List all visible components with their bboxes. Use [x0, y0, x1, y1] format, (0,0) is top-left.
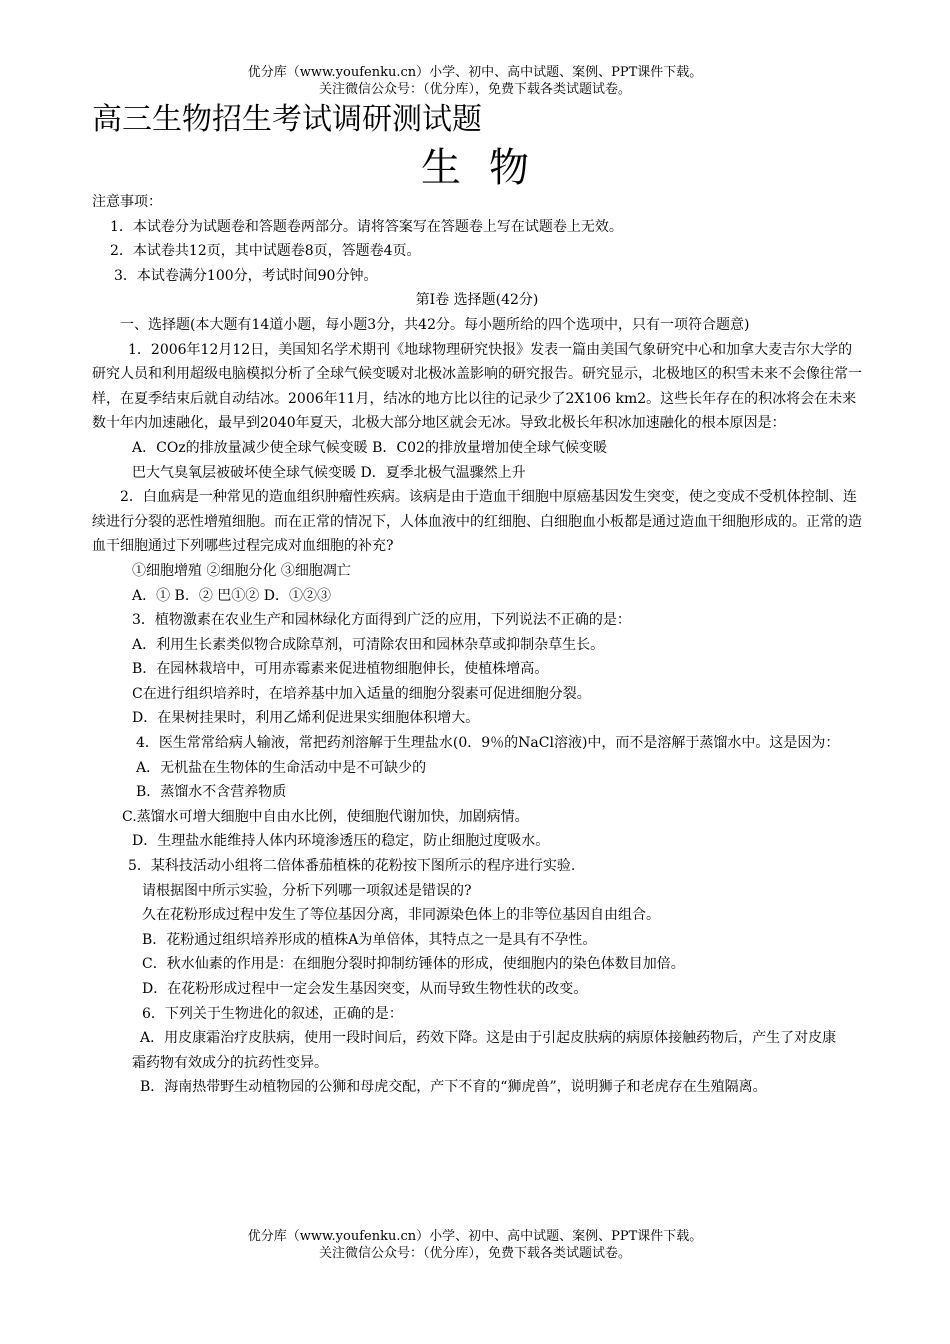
notice-heading: 注意事项： [92, 194, 162, 210]
q3-option-b: B．在园林栽培中，可用赤霉素来促进植物细胞伸长，使植株增高。 [132, 661, 549, 678]
q5-option-b: B．花粉通过组织培养形成的植株A为单倍体，其特点之一是具有不孕性。 [142, 931, 597, 948]
footer-line-1: 优分库（www.youfenku.cn）小学、初中、高中试题、案例、PPT课件下载。 [247, 1229, 703, 1244]
q3-option-d: D．在果树挂果时，利用乙烯利促进果实细胞体积增大。 [132, 710, 480, 727]
footer-line-2: 关注微信公众号：（优分库），免费下载各类试题试卷。 [318, 1246, 631, 1261]
q4-option-c: C.蒸馏水可增大细胞中自由水比例，使细胞代谢加快，加剧病情。 [122, 808, 529, 825]
notice-item-1: 1．本试卷分为试题卷和答题卷两部分。请将答案写在答题卷上写在试题卷上无效。 [110, 218, 623, 235]
q5-option-d: D．在花粉形成过程中一定会发生基因突变，从而导致生物性状的改变。 [142, 981, 588, 997]
q2-options: A．① B．② 巴①② D．①②③ [132, 587, 331, 604]
section-intro: 一、选择题(本大题有14道小题，每小题3分，共42分。每小题所给的四个选项中，只有一项符合题意) [120, 316, 750, 333]
q4-option-a: A．无机盐在生物体的生命活动中是不可缺少的 [136, 759, 427, 776]
q3-option-c: C在进行组织培养时，在培养基中加入适量的细胞分裂素可促进细胞分裂。 [132, 685, 591, 702]
subject-title: 生物 [421, 145, 557, 191]
q3-option-a: A．利用生长素类似物合成除草剂，可清除农田和园林杂草或抑制杂草生长。 [132, 636, 605, 653]
q4-option-d: D．生理盐水能维持人体内环境渗透压的稳定，防止细胞过度吸水。 [132, 833, 550, 850]
q2-stem: 2．白血病是一种常见的造血组织肿瘤性疾病。该病是由于造血干细胞中原癌基因发生突变，使之变成不受机体控制、连续进行分裂的恶性增殖细胞。而在正常的情况下，人体血液中的红细胞、白细胞血小板都是通过造血干细胞形成的。正常的造血干细胞通过下列哪些过程完成对血细胞的补充? [92, 489, 862, 555]
q1-options-2: 巴大气臭氧层被破坏使全球气候变暖 D．夏季北极气温骤然上升 [132, 464, 526, 481]
header-line-2: 关注微信公众号：（优分库），免费下载各类试题试卷。 [318, 82, 631, 97]
q6-option-a: A．用皮康霜治疗皮肤病，使用一段时间后，药效下降。这是由于引起皮肤病的病原体接触药物后，产生了对皮康霜药物有效成分的抗药性变异。 [132, 1030, 837, 1071]
q5-stem: 5．某科技活动小组将二倍体番茄植株的花粉按下图所示的程序进行实验. [128, 858, 576, 875]
q4-stem: 4．医生常常给病人输液，常把药剂溶解于生理盐水(0．9％的NaCl溶液)中，而不是溶解于蒸馏水中。这是因为： [136, 735, 840, 752]
page-footer [0, 1228, 950, 1262]
page-header [0, 64, 950, 98]
q2-items: ①细胞增殖 ②细胞分化 ③细胞凋亡 [132, 562, 351, 579]
exam-title: 高三生物招生考试调研测试题 [92, 102, 482, 137]
header-line-1: 优分库（www.youfenku.cn）小学、初中、高中试题、案例、PPT课件下载。 [247, 65, 703, 80]
q6-option-b: B．海南热带野生动植物园的公狮和母虎交配，产下不育的“狮虎兽”，说明狮子和老虎存在生殖隔离。 [140, 1079, 767, 1096]
q5-option-c: C．秋水仙素的作用是：在细胞分裂时抑制纺锤体的形成，使细胞内的染色体数目加倍。 [142, 956, 685, 973]
q5-option-a: 久在花粉形成过程中发生了等位基因分离，非同源染色体上的非等位基因自由组合。 [142, 907, 660, 924]
notice-item-2: 2．本试卷共12页，其中试题卷8页，答题卷4页。 [110, 243, 421, 260]
q1-stem: 1．2006年12月12日，美国知名学术期刊《地球物理研究快报》发表一篇由美国气象研究中心和加拿大麦吉尔大学的研究人员和利用超级电脑模拟分析了全球气候变暖对北极冰盖影响的研究报告。研究显示，北极地区的积雪未来不会像往常一样，在夏季结束后就自动结冰。2006年11月，结冰的地方比以往的记录少了2X106 km2。这些长年存在的积冰将会在未来数十年内加速融化，最早到2040年夏天，北极大部分地区就会无冰。导致北极长年积冰加速融化的根本原因是： [92, 341, 862, 432]
q4-option-b: B．蒸馏水不含营养物质 [136, 784, 287, 801]
notice-item-3: 3．本试卷满分100分，考试时间90分钟。 [114, 267, 378, 284]
section-title: 第I卷 选择题(42分) [415, 292, 539, 309]
q3-stem: 3．植物激素在农业生产和园林绿化方面得到广泛的应用，下列说法不正确的是： [132, 612, 631, 629]
q6-stem: 6．下列关于生物进化的叙述，正确的是： [142, 1005, 403, 1022]
exam-content [92, 190, 862, 1100]
q5-ask: 请根据图中所示实验，分析下列哪一项叙述是错误的? [142, 882, 472, 899]
q1-options-1: A．COz的排放量减少使全球气候变暖 B．C02的排放量增加使全球气候变暖 [132, 439, 607, 456]
